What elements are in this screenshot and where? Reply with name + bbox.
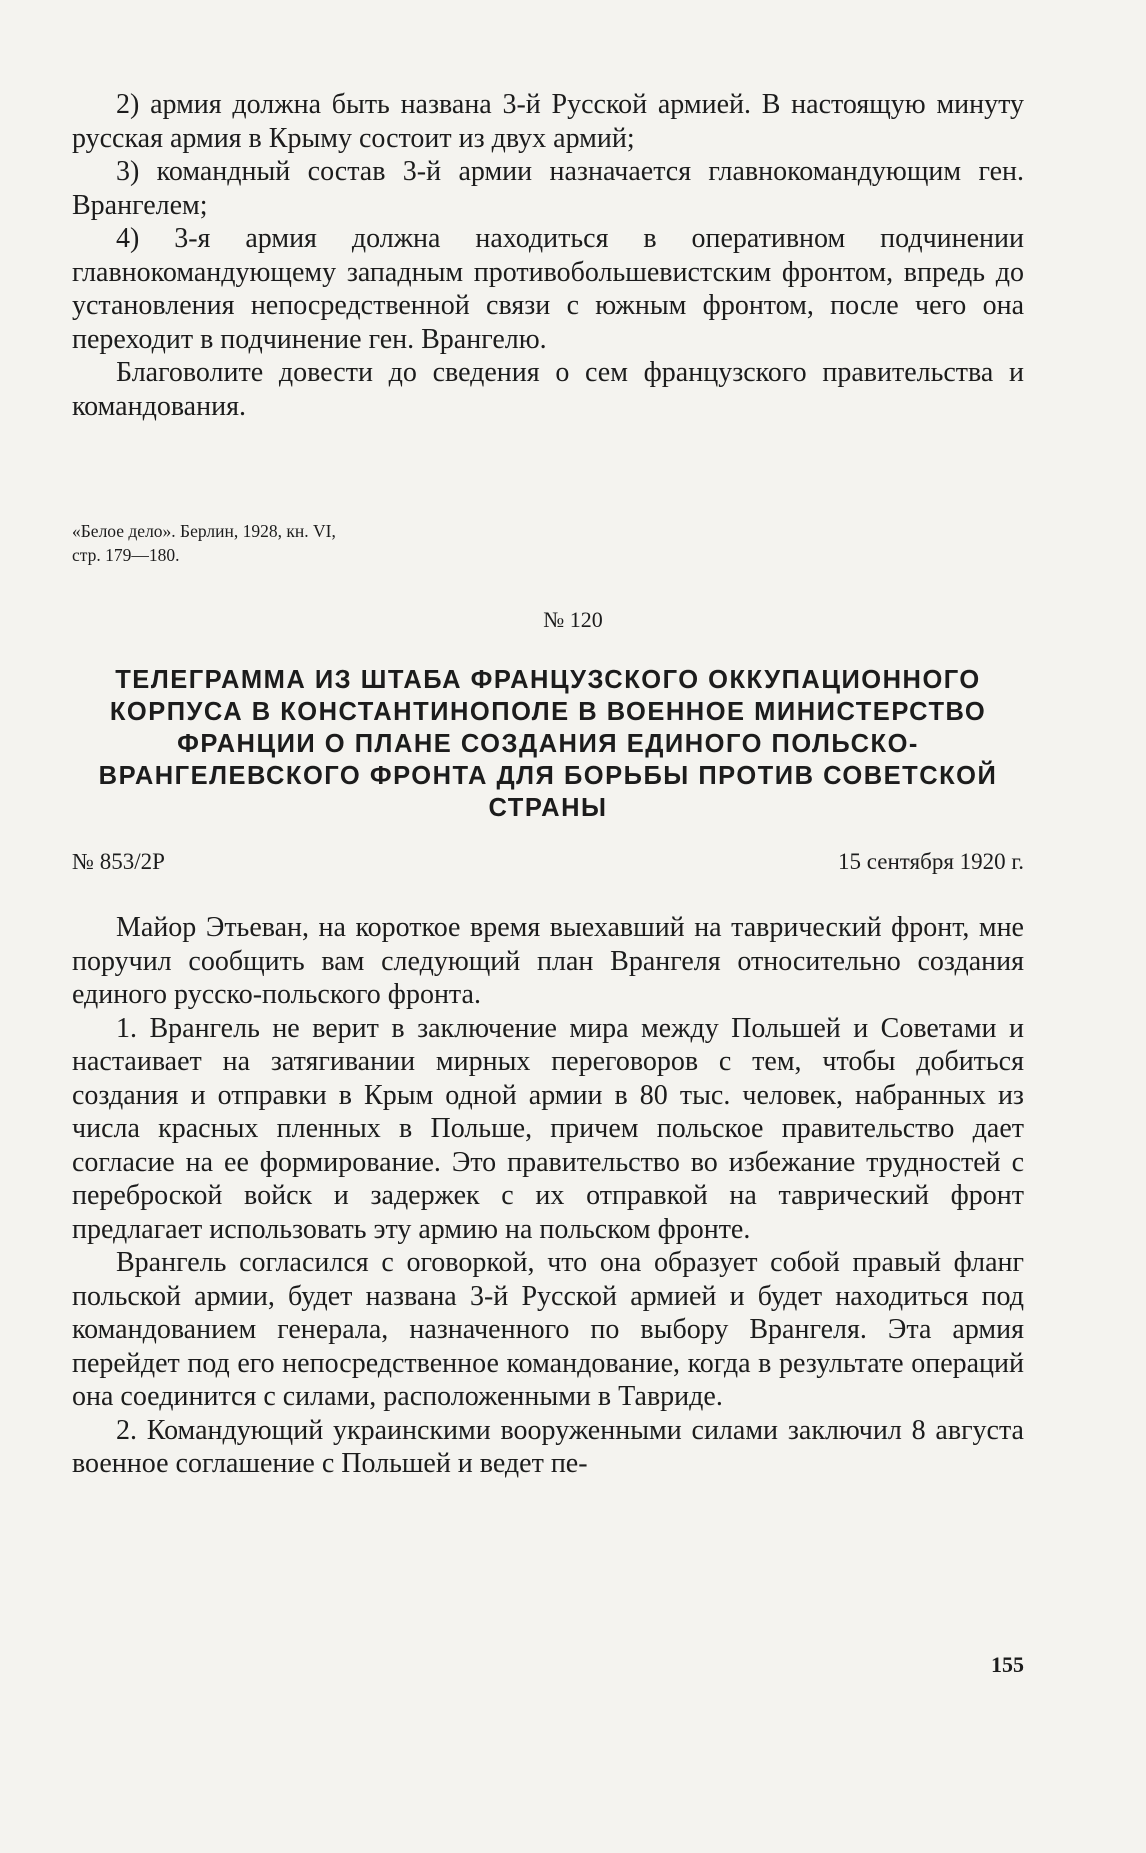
closing-request-paragraph: Благоволите довести до сведения о сем французского правительства и командования. (72, 357, 1024, 422)
reference-line (72, 849, 1024, 879)
paragraph-item-3: 3) командный состав 3-й армии назначается главнокомандующим ген. Врангелем; (72, 156, 1024, 221)
body-section (72, 911, 1024, 1481)
point-2-paragraph: 2. Командующий украинскими вооруженными силами заключил 8 августа военное соглашение с Польшей и ведет пе- (72, 1414, 1024, 1479)
paragraph-item-2: 2) армия должна быть названа 3-й Русской армией. В настоящую минуту русская армия в Крыму состоит из двух армий; (72, 89, 1024, 154)
point-1-paragraph: 1. Врангель не верит в заключение мира между Польшей и Советами и настаивает на затягивании мирных переговоров с тем, чтобы добиться создания и отправки в Крым одной армии в 80 тыс. человек, набранных из числа красных пленных в Польше, причем польское правительство дает согласие на ее формирование. Это правительство во избежание трудностей с переброской войск и задержек с их отправкой на таврический фронт предлагает использовать эту армию на польском фронте. (72, 1012, 1024, 1245)
source-citation (72, 519, 512, 567)
source-line-1: «Белое дело». Берлин, 1928, кн. VI, (72, 521, 336, 541)
telegram-reference-number: № 853/2Р (72, 849, 165, 874)
telegram-date: 15 сентября 1920 г. (838, 849, 1024, 874)
document-number: № 120 (543, 607, 603, 632)
top-section (72, 88, 1024, 423)
intro-paragraph: Майор Этьеван, на короткое время выехавший на таврический фронт, мне поручил сообщить вам следующий план Врангеля относительно создания единого русско-польского фронта. (72, 912, 1024, 1010)
page-number: 155 (991, 1652, 1024, 1677)
paragraph-item-4: 4) 3-я армия должна находиться в оперативном подчинении главнокомандующему западным противобольшевистским фронтом, впредь до установления непосредственной связи с южным фронтом, после чего она переходит в подчинение ген. Врангелю. (72, 223, 1024, 355)
source-line-2: стр. 179—180. (72, 545, 180, 565)
document-title: ТЕЛЕГРАММА ИЗ ШТАБА ФРАНЦУЗСКОГО ОККУПАЦИОННОГО КОРПУСА В КОНСТАНТИНОПОЛЕ В ВОЕННОЕ МИНИСТЕРСТВО ФРАНЦИИ О ПЛАНЕ СОЗДАНИЯ ЕДИНОГО ПОЛЬСКО-ВРАНГЕЛЕВСКОГО ФРОНТА ДЛЯ БОРЬБЫ ПРОТИВ СОВЕТСКОЙ СТРАНЫ (98, 666, 998, 822)
wrangel-condition-paragraph: Врангель согласился с оговоркой, что она образует собой правый фланг польской армии, будет названа 3-й Русской армией и будет находиться под командованием генерала, назначенного по выбору Врангеля. Эта армия перейдет под его непосредственное командование, когда в результате операций она соединится с силами, расположенными в Тавриде. (72, 1247, 1024, 1412)
